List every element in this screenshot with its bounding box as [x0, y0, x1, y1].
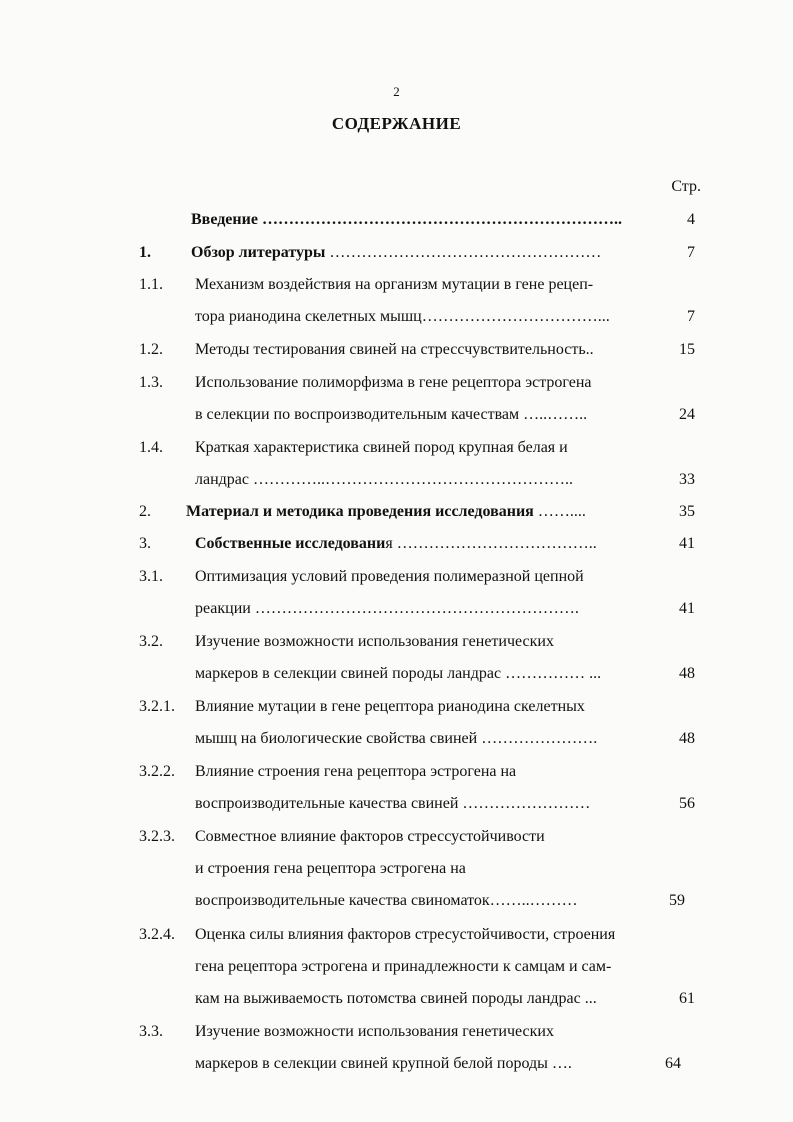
toc-entry-title-cont: ландрас …………..……………………………………….. [195, 471, 573, 488]
toc-entry-page: 64 [665, 1055, 681, 1072]
toc-entry-number: 1.1. [139, 276, 163, 293]
toc-entry-page: 41 [679, 600, 695, 617]
toc-entry-page: 48 [679, 665, 695, 682]
toc-entry-title: Механизм воздействия на организм мутации в гене рецеп- [195, 276, 594, 293]
toc-entry-number: 3.2.3. [139, 828, 175, 845]
toc-entry-page: 7 [687, 244, 695, 261]
toc-entry-page: 7 [687, 308, 695, 325]
toc-entry-title: Изучение возможности использования генетических [195, 1023, 554, 1040]
toc-entry-number: 3.2.4. [139, 926, 175, 943]
toc-entry-title-cont: и строения гена рецептора эстрогена на [195, 860, 466, 877]
toc-entry-number: 3.2. [139, 633, 163, 650]
toc-entry-title: Обзор литературы …………………………………………… [191, 244, 602, 261]
toc-entry-title: Изучение возможности использования генетических [195, 633, 554, 650]
toc-entry-page: 59 [669, 892, 685, 909]
toc-entry-number: 2. [139, 503, 151, 520]
page-number: 2 [393, 84, 400, 99]
toc-entry-title [195, 534, 597, 554]
toc-entry-page: 35 [679, 503, 695, 520]
toc-entry-page: 33 [679, 471, 695, 488]
toc-entry-page: 24 [679, 406, 695, 423]
toc-entry-title-cont: в селекции по воспроизводительным качествам …..…….. [195, 406, 588, 423]
toc-entry-leader: …….... [533, 503, 586, 520]
toc-entry-number: 1.3. [139, 374, 163, 391]
toc-entry-title: Оценка силы влияния факторов стресустойчивости, строения [195, 926, 616, 943]
toc-entry-title-cont: маркеров в селекции свиней крупной белой породы …. [195, 1055, 572, 1072]
toc-entry-number: 1.2. [139, 341, 163, 358]
toc-entry-title: Влияние мутации в гене рецептора рианодина скелетных [195, 698, 585, 715]
toc-entry-title-bold: Материал и методика проведения исследования [186, 503, 534, 520]
toc-entry-title: Методы тестирования свиней на стрессчувствительность.. [195, 341, 594, 358]
toc-entry-number: 3.3. [139, 1023, 163, 1040]
toc-entry-number: 3.1. [139, 568, 163, 585]
toc-entry-number: 3. [139, 535, 151, 552]
toc-entry-title: Введение ………………………………………………………….. [191, 211, 622, 228]
toc-entry-title: Влияние строения гена рецептора эстрогена на [195, 763, 517, 780]
toc-entry-title: Краткая характеристика свиней пород крупная белая и [195, 439, 568, 456]
page-title: СОДЕРЖАНИЕ [331, 114, 462, 133]
toc-entry-title-cont: маркеров в селекции свиней породы ландрас …………… ... [195, 665, 602, 682]
toc-entry-title-cont: кам на выживаемость потомства свиней породы ландрас ... [195, 990, 597, 1007]
toc-entry-title: Оптимизация условий проведения полимеразной цепной [195, 568, 584, 585]
toc-entry-page: 61 [679, 990, 695, 1007]
toc-entry-title: Использование полиморфизма в гене рецептора эстрогена [195, 374, 592, 391]
toc-entry-title-bold: Собственные исследовани [195, 535, 386, 552]
toc-entry-number: 3.2.2. [139, 763, 175, 780]
toc-entry-leader: я ……………………………….. [385, 535, 597, 552]
toc-entry-title-cont: реакции ……………………………………………………. [195, 600, 579, 617]
toc-entry-title-cont: гена рецептора эстрогена и принадлежности к самцам и сам- [195, 958, 612, 975]
toc-entry-title-cont: воспроизводительные качества свиноматок……..……… [195, 892, 578, 909]
toc-entry-number: 1. [139, 244, 151, 261]
toc-entry-number: 3.2.1. [139, 698, 175, 715]
toc-entry-number: 1.4. [139, 439, 163, 456]
toc-entry-title-cont: мышц на биологические свойства свиней …………………. [195, 730, 598, 747]
toc-entry-title: Совместное влияние факторов стрессустойчивости [195, 828, 545, 845]
toc-entry-title [186, 502, 586, 522]
toc-entry-page: 48 [679, 730, 695, 747]
toc-entry-title-cont: тора рианодина скелетных мышц……………………………... [195, 308, 610, 325]
toc-entry-page: 41 [679, 535, 695, 552]
page-column-label: Стр. [671, 178, 701, 195]
toc-entry-title-cont: воспроизводительные качества свиней …………………… [195, 795, 591, 812]
toc-entry-page: 15 [679, 341, 695, 358]
toc-entry-page: 4 [687, 211, 695, 228]
toc-entry-page: 56 [679, 795, 695, 812]
